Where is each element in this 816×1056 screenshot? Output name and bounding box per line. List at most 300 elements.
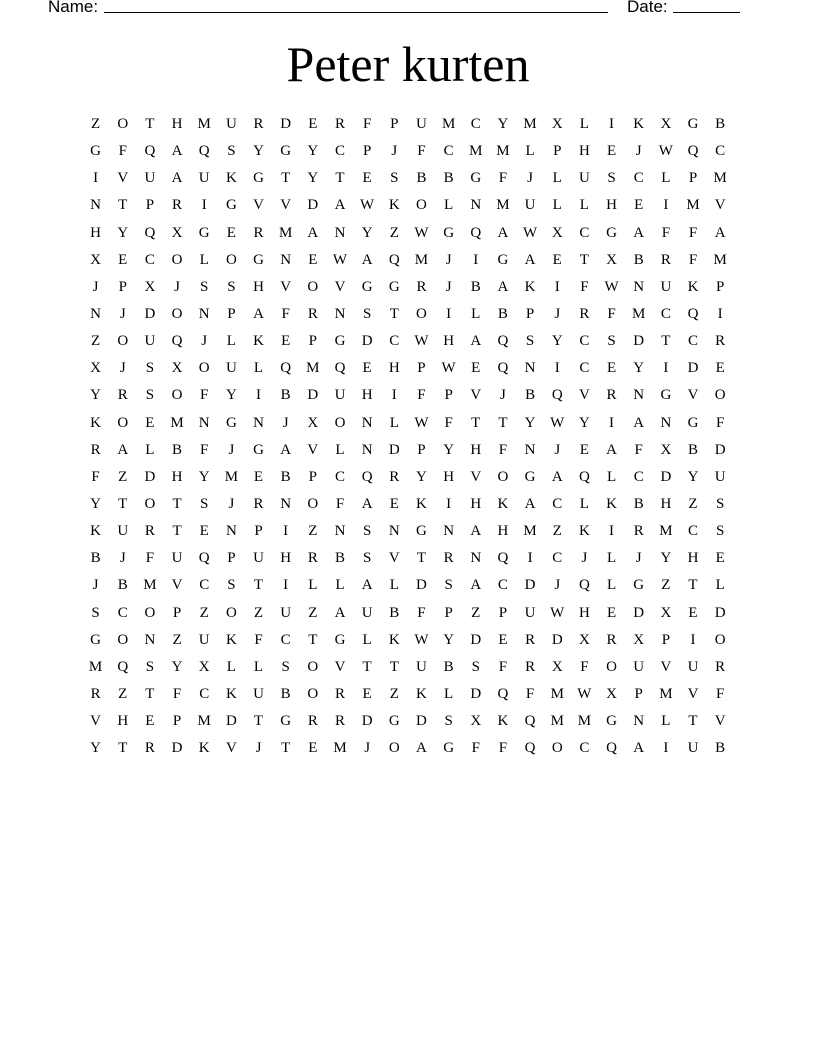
grid-letter[interactable]: R xyxy=(416,278,427,295)
grid-letter[interactable]: K xyxy=(497,713,509,730)
grid-letter[interactable]: H xyxy=(90,224,101,241)
grid-letter[interactable]: X xyxy=(171,360,183,377)
grid-letter[interactable]: K xyxy=(416,496,427,513)
grid-letter[interactable]: E xyxy=(688,604,698,621)
grid-letter[interactable]: E xyxy=(226,224,236,241)
grid-letter[interactable]: Z xyxy=(471,604,481,621)
grid-letter[interactable]: D xyxy=(388,441,400,458)
grid-letter[interactable]: V xyxy=(334,658,346,675)
grid-letter[interactable]: Y xyxy=(307,143,319,160)
grid-letter[interactable]: R xyxy=(144,523,155,540)
grid-letter[interactable]: P xyxy=(227,306,236,323)
grid-letter[interactable]: C xyxy=(334,468,345,485)
grid-letter[interactable]: R xyxy=(117,387,128,404)
grid-letter[interactable]: P xyxy=(661,631,671,648)
grid-letter[interactable]: P xyxy=(634,686,643,703)
grid-letter[interactable]: J xyxy=(554,306,561,323)
grid-letter[interactable]: G xyxy=(361,278,373,295)
grid-letter[interactable]: D xyxy=(470,686,482,703)
name-line[interactable] xyxy=(104,12,608,13)
grid-letter[interactable]: T xyxy=(118,496,128,513)
grid-letter[interactable]: S xyxy=(91,604,100,621)
grid-letter[interactable]: U xyxy=(253,686,264,703)
grid-letter[interactable]: M xyxy=(143,577,157,594)
grid-letter[interactable]: I xyxy=(446,306,452,323)
grid-letter[interactable]: A xyxy=(253,306,264,323)
grid-letter[interactable]: C xyxy=(688,523,699,540)
grid-letter[interactable]: X xyxy=(307,414,319,431)
grid-letter[interactable]: R xyxy=(307,550,318,567)
grid-letter[interactable]: G xyxy=(280,713,292,730)
grid-letter[interactable]: Y xyxy=(416,468,427,485)
grid-letter[interactable]: S xyxy=(444,577,453,594)
grid-letter[interactable]: M xyxy=(659,686,673,703)
grid-letter[interactable]: L xyxy=(444,686,454,703)
grid-letter[interactable]: H xyxy=(606,197,617,214)
grid-letter[interactable]: G xyxy=(497,251,509,268)
grid-letter[interactable]: X xyxy=(633,631,645,648)
grid-letter[interactable]: Y xyxy=(578,414,590,431)
grid-letter[interactable]: E xyxy=(552,251,562,268)
grid-letter[interactable]: G xyxy=(606,713,617,730)
grid-letter[interactable]: N xyxy=(388,523,400,540)
grid-letter[interactable]: K xyxy=(388,197,400,214)
grid-letter[interactable]: K xyxy=(416,686,427,703)
grid-letter[interactable]: Y xyxy=(361,224,373,241)
grid-letter[interactable]: B xyxy=(443,170,454,187)
grid-letter[interactable]: X xyxy=(551,658,563,675)
grid-letter[interactable]: T xyxy=(688,577,698,594)
grid-letter[interactable]: R xyxy=(307,306,318,323)
grid-letter[interactable]: K xyxy=(578,523,590,540)
grid-letter[interactable]: O xyxy=(117,333,129,350)
grid-letter[interactable]: L xyxy=(199,251,209,268)
grid-letter[interactable]: R xyxy=(334,713,345,730)
grid-letter[interactable]: V xyxy=(280,278,292,295)
grid-letter[interactable]: A xyxy=(361,496,373,513)
grid-letter[interactable]: M xyxy=(550,713,564,730)
grid-letter[interactable]: O xyxy=(416,306,427,323)
grid-letter[interactable]: M xyxy=(713,251,727,268)
grid-letter[interactable]: M xyxy=(686,197,700,214)
grid-letter[interactable]: G xyxy=(253,251,264,268)
grid-letter[interactable]: F xyxy=(254,631,263,648)
grid-letter[interactable]: B xyxy=(443,658,454,675)
grid-letter[interactable]: M xyxy=(197,713,211,730)
grid-letter[interactable]: U xyxy=(117,523,129,540)
grid-letter[interactable]: G xyxy=(225,414,237,431)
grid-letter[interactable]: T xyxy=(253,577,264,594)
grid-letter[interactable]: B xyxy=(172,441,183,458)
grid-letter[interactable]: F xyxy=(145,550,155,567)
grid-letter[interactable]: Z xyxy=(199,604,209,621)
grid-letter[interactable]: E xyxy=(362,686,372,703)
grid-letter[interactable]: U xyxy=(524,604,536,621)
grid-letter[interactable]: G xyxy=(198,224,210,241)
grid-letter[interactable]: J xyxy=(364,740,371,757)
grid-letter[interactable]: T xyxy=(579,251,589,268)
grid-letter[interactable]: C xyxy=(117,604,128,621)
grid-letter[interactable]: B xyxy=(90,550,101,567)
grid-letter[interactable]: N xyxy=(225,523,237,540)
grid-letter[interactable]: J xyxy=(445,278,452,295)
grid-letter[interactable]: F xyxy=(417,604,426,621)
grid-letter[interactable]: B xyxy=(688,441,699,458)
grid-letter[interactable]: L xyxy=(525,143,535,160)
grid-letter[interactable]: P xyxy=(417,441,426,458)
grid-letter[interactable]: V xyxy=(714,713,726,730)
grid-letter[interactable]: T xyxy=(688,713,698,730)
grid-letter[interactable]: T xyxy=(172,523,182,540)
grid-letter[interactable]: U xyxy=(578,170,590,187)
grid-letter[interactable]: S xyxy=(227,577,236,594)
grid-letter[interactable]: W xyxy=(360,197,375,214)
grid-letter[interactable]: R xyxy=(253,116,264,133)
grid-letter[interactable]: J xyxy=(635,143,642,160)
grid-letter[interactable]: F xyxy=(498,170,508,187)
grid-letter[interactable]: X xyxy=(660,604,672,621)
grid-letter[interactable]: S xyxy=(716,496,725,513)
grid-letter[interactable]: M xyxy=(659,523,673,540)
grid-letter[interactable]: Q xyxy=(497,550,509,567)
grid-letter[interactable]: J xyxy=(554,577,561,594)
grid-letter[interactable]: F xyxy=(634,441,643,458)
grid-letter[interactable]: I xyxy=(283,523,289,540)
grid-letter[interactable]: Y xyxy=(497,116,509,133)
grid-letter[interactable]: M xyxy=(496,197,510,214)
grid-letter[interactable]: A xyxy=(361,577,373,594)
grid-letter[interactable]: U xyxy=(198,170,210,187)
grid-letter[interactable]: I xyxy=(256,387,262,404)
grid-letter[interactable]: K xyxy=(497,496,509,513)
grid-letter[interactable]: T xyxy=(362,658,372,675)
grid-letter[interactable]: F xyxy=(200,441,209,458)
grid-letter[interactable]: G xyxy=(443,740,455,757)
grid-letter[interactable]: K xyxy=(606,496,617,513)
grid-letter[interactable]: Y xyxy=(198,468,210,485)
grid-letter[interactable]: F xyxy=(91,468,100,485)
grid-letter[interactable]: O xyxy=(606,658,617,675)
grid-letter[interactable]: A xyxy=(307,224,319,241)
grid-letter[interactable]: R xyxy=(144,740,155,757)
grid-letter[interactable]: X xyxy=(198,658,210,675)
grid-letter[interactable]: D xyxy=(171,740,183,757)
grid-letter[interactable]: Y xyxy=(90,496,101,513)
grid-letter[interactable]: C xyxy=(688,333,699,350)
grid-letter[interactable]: C xyxy=(633,170,644,187)
grid-letter[interactable]: T xyxy=(389,306,399,323)
grid-letter[interactable]: Q xyxy=(578,577,590,594)
grid-letter[interactable]: Z xyxy=(118,468,128,485)
grid-letter[interactable]: G xyxy=(280,143,292,160)
grid-letter[interactable]: K xyxy=(687,278,699,295)
grid-letter[interactable]: E xyxy=(308,116,318,133)
grid-letter[interactable]: I xyxy=(391,387,397,404)
grid-letter[interactable]: N xyxy=(334,224,346,241)
grid-letter[interactable]: U xyxy=(280,604,292,621)
grid-letter[interactable]: Y xyxy=(660,550,672,567)
grid-letter[interactable]: R xyxy=(334,116,345,133)
grid-letter[interactable]: D xyxy=(633,604,645,621)
grid-letter[interactable]: N xyxy=(334,523,346,540)
grid-letter[interactable]: U xyxy=(144,170,156,187)
grid-letter[interactable]: H xyxy=(578,604,590,621)
grid-letter[interactable]: L xyxy=(253,360,264,377)
grid-letter[interactable]: J xyxy=(581,550,588,567)
grid-letter[interactable]: P xyxy=(172,713,182,730)
grid-letter[interactable]: H xyxy=(470,496,482,513)
grid-letter[interactable]: D xyxy=(144,468,156,485)
grid-letter[interactable]: R xyxy=(715,658,726,675)
grid-letter[interactable]: V xyxy=(660,658,672,675)
grid-letter[interactable]: E xyxy=(362,170,372,187)
grid-letter[interactable]: X xyxy=(470,713,482,730)
grid-letter[interactable]: U xyxy=(144,333,156,350)
grid-letter[interactable]: H xyxy=(470,441,482,458)
grid-letter[interactable]: W xyxy=(658,143,673,160)
grid-letter[interactable]: R xyxy=(525,658,536,675)
grid-letter[interactable]: I xyxy=(663,740,669,757)
grid-letter[interactable]: D xyxy=(524,577,536,594)
grid-letter[interactable]: W xyxy=(522,224,538,241)
grid-letter[interactable]: D xyxy=(361,713,373,730)
grid-letter[interactable]: I xyxy=(93,170,99,187)
grid-letter[interactable]: J xyxy=(554,441,561,458)
grid-letter[interactable]: L xyxy=(389,414,399,431)
grid-letter[interactable]: A xyxy=(117,441,129,458)
grid-letter[interactable]: J xyxy=(174,278,180,295)
grid-letter[interactable]: G xyxy=(225,197,237,214)
grid-letter[interactable]: P xyxy=(444,387,453,404)
grid-letter[interactable]: Y xyxy=(443,631,455,648)
grid-letter[interactable]: S xyxy=(362,550,372,567)
grid-letter[interactable]: D xyxy=(280,116,292,133)
grid-letter[interactable]: S xyxy=(227,143,236,160)
grid-letter[interactable]: A xyxy=(497,278,509,295)
grid-letter[interactable]: F xyxy=(444,414,453,431)
grid-letter[interactable]: Y xyxy=(551,333,563,350)
grid-letter[interactable]: L xyxy=(661,713,671,730)
grid-letter[interactable]: I xyxy=(473,251,479,268)
grid-letter[interactable]: L xyxy=(606,550,617,567)
grid-letter[interactable]: A xyxy=(470,333,482,350)
grid-letter[interactable]: S xyxy=(390,170,399,187)
grid-letter[interactable]: H xyxy=(687,550,699,567)
grid-letter[interactable]: S xyxy=(716,523,725,540)
grid-letter[interactable]: S xyxy=(607,170,616,187)
grid-letter[interactable]: R xyxy=(253,224,264,241)
grid-letter[interactable]: U xyxy=(225,116,237,133)
grid-letter[interactable]: U xyxy=(361,604,373,621)
grid-letter[interactable]: C xyxy=(470,116,481,133)
grid-letter[interactable]: S xyxy=(145,387,155,404)
grid-letter[interactable]: A xyxy=(524,496,536,513)
grid-letter[interactable]: A xyxy=(280,441,292,458)
grid-letter[interactable]: M xyxy=(523,523,537,540)
grid-letter[interactable]: E xyxy=(362,360,372,377)
grid-letter[interactable]: O xyxy=(416,197,427,214)
grid-letter[interactable]: L xyxy=(661,170,671,187)
grid-letter[interactable]: N xyxy=(280,251,292,268)
grid-letter[interactable]: N xyxy=(443,523,455,540)
grid-letter[interactable]: T xyxy=(389,658,399,675)
grid-letter[interactable]: Y xyxy=(443,441,455,458)
grid-letter[interactable]: Q xyxy=(606,740,617,757)
grid-letter[interactable]: R xyxy=(389,468,400,485)
grid-letter[interactable]: B xyxy=(715,116,726,133)
grid-letter[interactable]: V xyxy=(388,550,400,567)
grid-letter[interactable]: A xyxy=(606,441,617,458)
grid-letter[interactable]: N xyxy=(253,414,264,431)
grid-letter[interactable]: R xyxy=(334,686,345,703)
grid-letter[interactable]: V xyxy=(307,441,319,458)
grid-letter[interactable]: F xyxy=(172,686,182,703)
grid-letter[interactable]: G xyxy=(443,224,455,241)
grid-letter[interactable]: I xyxy=(690,631,696,648)
grid-letter[interactable]: U xyxy=(225,360,237,377)
grid-letter[interactable]: J xyxy=(500,387,506,404)
grid-letter[interactable]: N xyxy=(660,414,672,431)
grid-letter[interactable]: R xyxy=(715,333,726,350)
grid-letter[interactable]: Y xyxy=(633,360,645,377)
grid-letter[interactable]: N xyxy=(144,631,156,648)
grid-letter[interactable]: R xyxy=(633,523,644,540)
grid-letter[interactable]: H xyxy=(253,278,264,295)
grid-letter[interactable]: D xyxy=(470,631,482,648)
grid-letter[interactable]: P xyxy=(716,278,725,295)
grid-letter[interactable]: J xyxy=(119,360,126,377)
grid-letter[interactable]: R xyxy=(253,496,264,513)
grid-letter[interactable]: V xyxy=(714,197,726,214)
grid-letter[interactable]: N xyxy=(280,496,292,513)
grid-letter[interactable]: Q xyxy=(524,740,536,757)
grid-letter[interactable]: H xyxy=(497,523,509,540)
grid-letter[interactable]: S xyxy=(525,333,535,350)
grid-letter[interactable]: V xyxy=(334,278,346,295)
grid-letter[interactable]: D xyxy=(144,306,156,323)
grid-letter[interactable]: A xyxy=(416,740,427,757)
grid-letter[interactable]: B xyxy=(416,170,427,187)
grid-letter[interactable]: T xyxy=(308,631,318,648)
grid-letter[interactable]: K xyxy=(253,333,264,350)
grid-letter[interactable]: D xyxy=(714,604,726,621)
grid-letter[interactable]: F xyxy=(661,224,671,241)
grid-letter[interactable]: K xyxy=(225,170,237,187)
grid-letter[interactable]: J xyxy=(228,441,235,458)
grid-letter[interactable]: I xyxy=(527,550,533,567)
grid-letter[interactable]: H xyxy=(361,387,373,404)
grid-letter[interactable]: F xyxy=(471,740,480,757)
grid-letter[interactable]: T xyxy=(661,333,671,350)
grid-letter[interactable]: L xyxy=(579,197,589,214)
grid-letter[interactable]: H xyxy=(388,360,400,377)
grid-letter[interactable]: P xyxy=(444,604,453,621)
grid-letter[interactable]: N xyxy=(524,441,536,458)
grid-letter[interactable]: J xyxy=(92,577,99,594)
grid-letter[interactable]: D xyxy=(714,441,726,458)
grid-letter[interactable]: L xyxy=(226,333,236,350)
grid-letter[interactable]: M xyxy=(306,360,320,377)
grid-letter[interactable]: S xyxy=(145,360,155,377)
grid-letter[interactable]: E xyxy=(498,631,508,648)
grid-letter[interactable]: Z xyxy=(688,496,698,513)
grid-letter[interactable]: S xyxy=(471,658,480,675)
grid-letter[interactable]: O xyxy=(307,278,319,295)
grid-letter[interactable]: H xyxy=(117,713,129,730)
grid-letter[interactable]: U xyxy=(171,550,183,567)
grid-letter[interactable]: N xyxy=(633,387,645,404)
grid-letter[interactable]: I xyxy=(554,278,560,295)
grid-letter[interactable]: O xyxy=(117,414,129,431)
grid-letter[interactable]: H xyxy=(171,116,183,133)
grid-letter[interactable]: F xyxy=(716,686,725,703)
grid-letter[interactable]: C xyxy=(579,224,590,241)
grid-letter[interactable]: O xyxy=(714,631,726,648)
grid-letter[interactable]: V xyxy=(687,387,699,404)
grid-letter[interactable]: L xyxy=(579,496,589,513)
grid-letter[interactable]: Q xyxy=(144,224,156,241)
grid-letter[interactable]: E xyxy=(308,740,318,757)
grid-letter[interactable]: I xyxy=(663,360,669,377)
grid-letter[interactable]: J xyxy=(201,333,208,350)
grid-letter[interactable]: I xyxy=(283,577,289,594)
grid-letter[interactable]: M xyxy=(414,251,429,268)
grid-letter[interactable]: C xyxy=(443,143,454,160)
grid-letter[interactable]: A xyxy=(524,251,536,268)
grid-letter[interactable]: U xyxy=(633,658,645,675)
grid-letter[interactable]: S xyxy=(444,713,453,730)
grid-letter[interactable]: Q xyxy=(551,387,563,404)
grid-letter[interactable]: A xyxy=(470,523,482,540)
grid-letter[interactable]: M xyxy=(469,143,483,160)
grid-letter[interactable]: S xyxy=(281,658,290,675)
grid-letter[interactable]: O xyxy=(225,251,237,268)
grid-letter[interactable]: M xyxy=(496,143,510,160)
grid-letter[interactable]: Q xyxy=(497,360,509,377)
grid-letter[interactable]: B xyxy=(280,468,291,485)
grid-letter[interactable]: V xyxy=(687,686,699,703)
grid-letter[interactable]: A xyxy=(361,251,373,268)
grid-letter[interactable]: C xyxy=(497,577,508,594)
grid-letter[interactable]: R xyxy=(660,251,671,268)
grid-letter[interactable]: M xyxy=(550,686,564,703)
grid-letter[interactable]: B xyxy=(633,251,644,268)
grid-letter[interactable]: X xyxy=(606,686,617,703)
grid-letter[interactable]: Z xyxy=(661,577,671,594)
grid-letter[interactable]: K xyxy=(524,278,536,295)
grid-letter[interactable]: E xyxy=(606,360,617,377)
grid-letter[interactable]: E xyxy=(145,713,155,730)
grid-letter[interactable]: S xyxy=(362,523,372,540)
grid-letter[interactable]: W xyxy=(414,333,429,350)
grid-letter[interactable]: L xyxy=(579,116,589,133)
grid-letter[interactable]: S xyxy=(227,278,236,295)
grid-letter[interactable]: M xyxy=(577,713,592,730)
grid-letter[interactable]: Z xyxy=(90,333,101,350)
grid-letter[interactable]: L xyxy=(606,468,617,485)
grid-letter[interactable]: Q xyxy=(497,333,509,350)
grid-letter[interactable]: R xyxy=(443,550,454,567)
grid-letter[interactable]: F xyxy=(118,143,127,160)
grid-letter[interactable]: G xyxy=(687,414,699,431)
grid-letter[interactable]: Y xyxy=(253,143,264,160)
grid-letter[interactable]: Q xyxy=(497,686,509,703)
grid-letter[interactable]: W xyxy=(414,414,429,431)
grid-letter[interactable]: O xyxy=(117,631,129,648)
grid-letter[interactable]: J xyxy=(527,170,533,187)
grid-letter[interactable]: H xyxy=(443,468,455,485)
grid-letter[interactable]: O xyxy=(334,414,346,431)
